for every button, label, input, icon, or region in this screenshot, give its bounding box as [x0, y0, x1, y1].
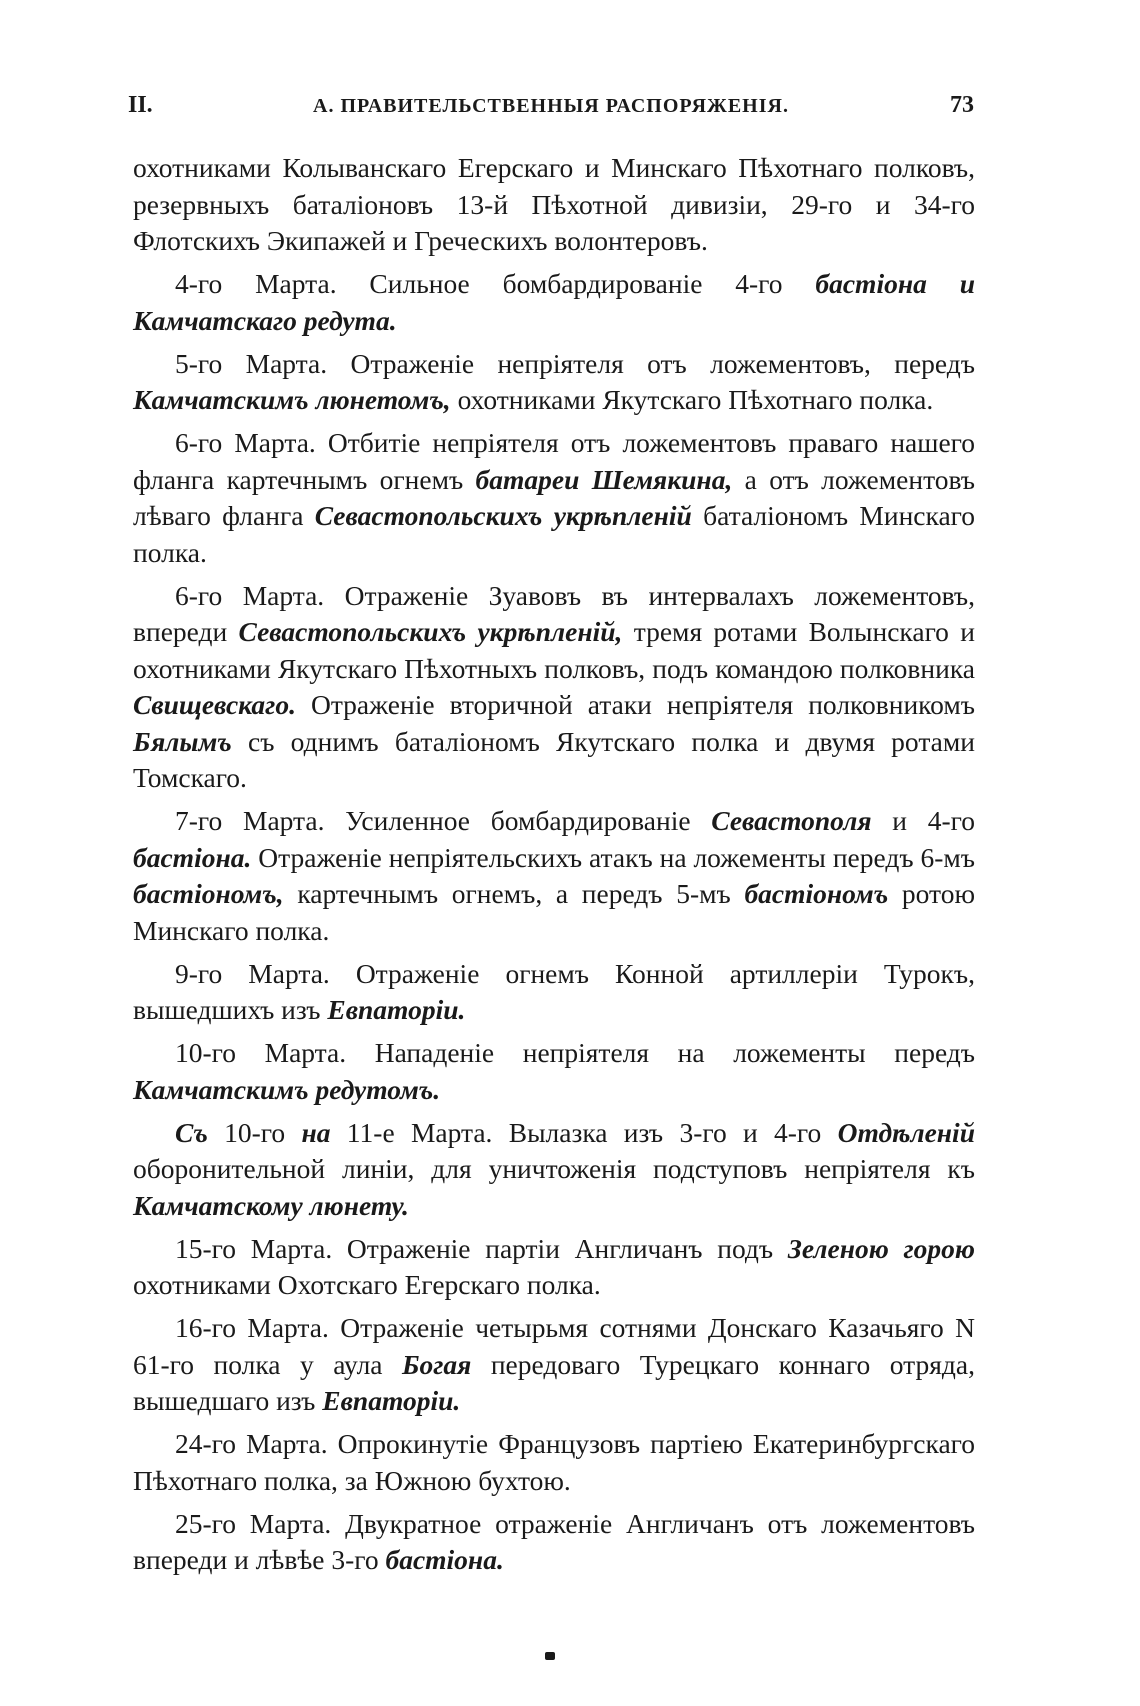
text-segment: тремя ротами Волынскаго и охотниками Якутскаго Пѣхотныхъ полковъ, подъ командою полковника — [133, 616, 975, 684]
text-segment: охотниками Якутскаго Пѣхотнаго полка. — [450, 384, 934, 415]
text-segment: 7-го Марта. Усиленное бомбардированіе — [175, 805, 712, 836]
italic-text-segment: Камчатскимъ редутомъ. — [133, 1073, 441, 1105]
italic-text-segment: Севастопольскихъ укрѣпленій, — [238, 616, 623, 647]
italic-text-segment: Камчатскому люнету. — [133, 1189, 409, 1221]
paragraph — [133, 425, 975, 571]
text-segment: 9-го Марта. Отраженіе огнемъ Конной артиллеріи Турокъ, вышедшихъ изъ — [133, 957, 975, 1025]
text-segment: Отраженіе непріятельскихъ атакъ на ложементы передъ 6-мъ — [251, 841, 975, 873]
text-segment: передоваго Турецкаго коннаго отряда, вышедшаго изъ — [133, 1348, 975, 1416]
text-segment: 6-го Марта. Отбитіе непріятеля отъ ложементовъ праваго нашего фланга картечнымъ огнемъ — [133, 427, 975, 495]
paragraph — [133, 956, 975, 1029]
paragraph — [133, 1426, 975, 1499]
italic-text-segment: Отдѣленій — [837, 1116, 975, 1148]
paragraph — [133, 1115, 975, 1225]
footer-mark — [545, 1652, 555, 1660]
paragraph — [133, 346, 975, 419]
italic-text-segment: Евпаторіи. — [327, 994, 466, 1025]
italic-text-segment: Севастопольскихъ укрѣпленій — [314, 500, 692, 531]
text-segment: и 4-го — [871, 805, 975, 836]
text-segment: 11-е Марта. Вылазка изъ 3-го и 4-го — [330, 1116, 838, 1148]
text-segment: 6-го Марта. Отраженіе Зуавовъ въ интервалахъ ложементовъ, впереди — [133, 579, 975, 647]
text-segment: оборонительной линіи, для уничтоженія подступовъ непріятеля къ — [133, 1153, 975, 1184]
text-segment: Отраженіе вторичной атаки непріятеля полковникомъ — [295, 689, 975, 720]
text-segment: картечнымъ огнемъ, а передъ 5-мъ — [283, 878, 745, 909]
text-segment: 16-го Марта. Отраженіе четырьмя сотнями Донскаго Казачьяго N 61-го полка у аула — [133, 1312, 975, 1380]
text-segment: а отъ ложементовъ лѣваго фланга — [133, 463, 976, 531]
paragraph — [133, 266, 975, 339]
text-segment: съ однимъ баталіономъ Якутскаго полка и двумя ротами Томскаго. — [133, 725, 975, 793]
paragraph — [133, 1231, 975, 1304]
italic-text-segment: Бялымъ — [133, 725, 232, 757]
italic-text-segment: Камчатскимъ люнетомъ, — [133, 384, 451, 415]
text-segment: баталіономъ Минскаго полка. — [133, 500, 976, 568]
text-segment: 25-го Марта. Двукратное отраженіе Англичанъ отъ ложементовъ впереди и лѣвѣе 3-го — [133, 1507, 975, 1575]
italic-text-segment: Свищевскаго. — [133, 689, 296, 720]
text-segment: 15-го Марта. Отраженіе партіи Англичанъ подъ — [175, 1232, 788, 1264]
paragraph — [133, 1506, 975, 1579]
running-title: А. ПРАВИТЕЛЬСТВЕННЫЯ РАСПОРЯЖЕНІЯ. — [313, 95, 789, 117]
italic-text-segment: Евпаторіи. — [322, 1385, 461, 1416]
italic-text-segment: бастіона и Камчатскаго редута. — [133, 268, 975, 336]
paragraph — [133, 1035, 975, 1108]
text-segment: 4-го Марта. Сильное бомбардированіе 4-го — [175, 268, 816, 299]
italic-text-segment: Севастополя — [711, 805, 872, 836]
page-body-text — [133, 150, 975, 1585]
paragraph — [133, 803, 975, 949]
italic-text-segment: бастіона. — [385, 1544, 504, 1575]
text-segment: 24-го Марта. Опрокинутіе Французовъ партіею Екатеринбургскаго Пѣхотнаго полка, за Южною бухтою. — [133, 1428, 975, 1496]
italic-text-segment: Богая — [402, 1348, 472, 1380]
italic-text-segment: Зеленою горою — [787, 1232, 975, 1264]
page-number: 73 — [950, 92, 974, 118]
section-number: II. — [128, 92, 153, 118]
text-segment: 10-го Марта. Нападеніе непріятеля на ложементы передъ — [175, 1037, 975, 1068]
italic-text-segment: бастіона. — [133, 841, 252, 873]
paragraph — [133, 1310, 975, 1420]
text-segment: охотниками Колыванскаго Егерскаго и Минскаго Пѣхотнаго полковъ, резервныхъ баталіоновъ 13-й Пѣхотной дивизіи, 29-го и 34-го Флотскихъ Экипажей и Греческихъ волонтеровъ. — [133, 152, 975, 256]
paragraph — [133, 578, 975, 797]
running-header — [128, 92, 974, 132]
italic-text-segment: бастіономъ, — [133, 878, 284, 909]
italic-text-segment: батареи Шемякина, — [475, 463, 733, 495]
italic-text-segment: бастіономъ — [744, 878, 889, 909]
italic-text-segment: Съ — [175, 1116, 208, 1148]
text-segment: 5-го Марта. Отраженіе непріятеля отъ ложементовъ, передъ — [175, 347, 975, 379]
text-segment: охотниками Охотскаго Егерскаго полка. — [133, 1269, 601, 1300]
italic-text-segment: на — [301, 1116, 331, 1148]
text-segment: 10-го — [207, 1116, 302, 1148]
paragraph — [133, 150, 975, 260]
text-segment: ротою Минскаго полка. — [133, 878, 976, 946]
